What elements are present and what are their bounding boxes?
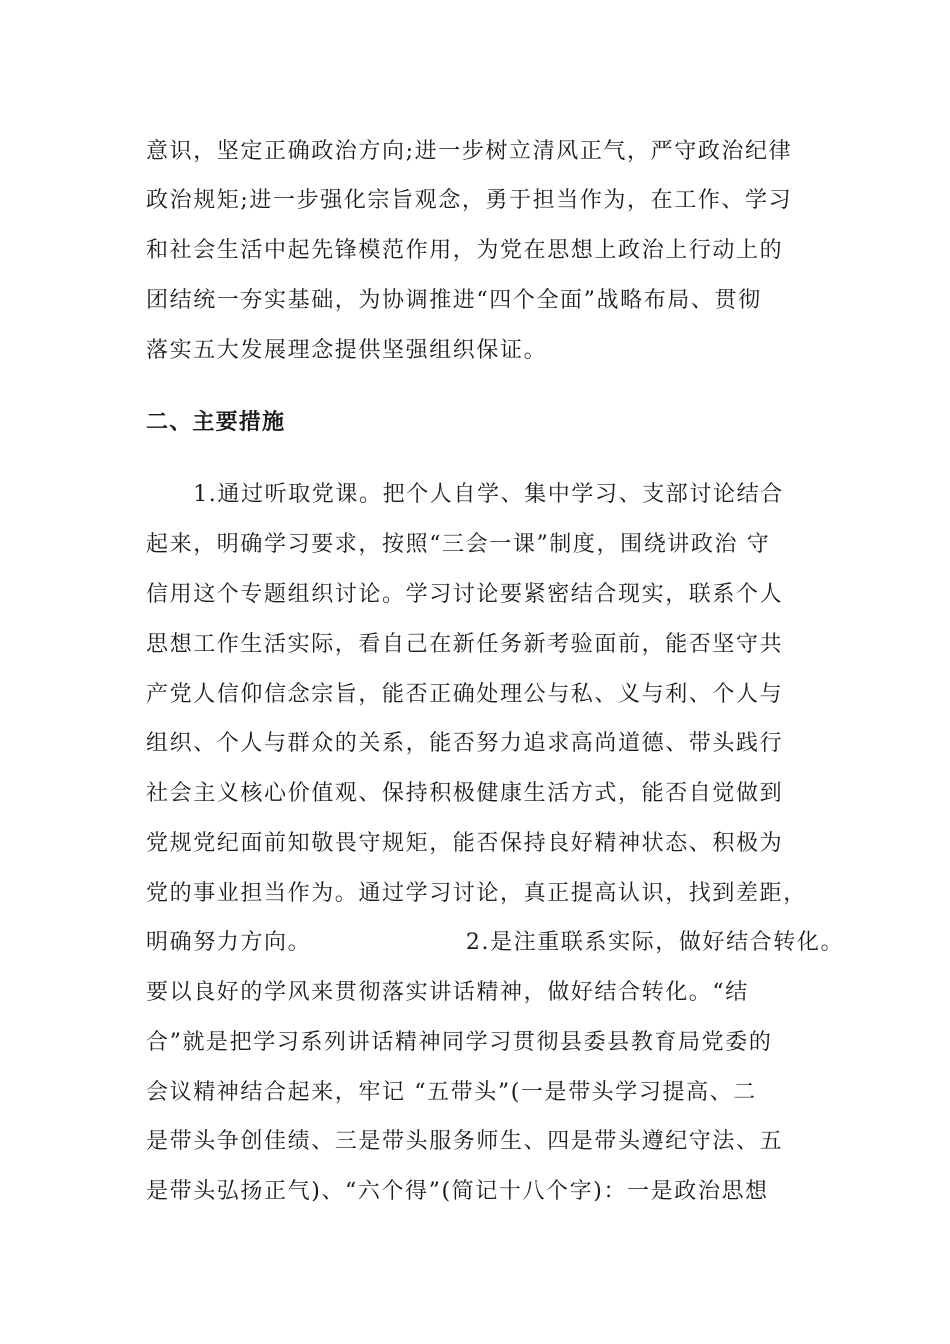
section-heading: 二、主要措施 [146,410,286,435]
body-text-line: 落实五大发展理念提供坚强组织保证。 [146,338,548,363]
body-text-line: 政治规矩;进一步强化宗旨观念，勇于担当作为，在工作、学习 [146,188,793,213]
body-text-line: 和社会生活中起先锋模范作用，为党在思想上政治上行动上的 [146,238,784,263]
body-text-line: 团结统一夯实基础，为协调推进“四个全面”战略布局、贯彻 [146,288,762,313]
body-text-line: 党规党纪面前知敬畏守规矩，能否保持良好精神状态、积极为 [146,831,784,856]
body-text-line: 社会主义核心价值观、保持积极健康生活方式，能否自觉做到 [146,781,784,806]
body-text-line: 要以良好的学风来贯彻落实讲话精神，做好结合转化。“结 [146,980,749,1005]
body-text-line: 是带头弘扬正气)、“六个得”(简记十八个字)：一是政治思想 [146,1179,769,1204]
body-text-line: 信用这个专题组织讨论。学习讨论要紧密结合现实，联系个人 [146,582,784,607]
body-text-line: 产党人信仰信念宗旨，能否正确处理公与私、义与利、个人与 [146,682,784,707]
body-text-line: 组织、个人与群众的关系，能否努力追求高尚道德、带头践行 [146,731,784,756]
body-text-line: 是带头争创佳绩、三是带头服务师生、四是带头遵纪守法、五 [146,1129,784,1154]
body-text-line: 明确努力方向。 2.是注重联系实际，做好结合转化。 [146,930,845,955]
body-text-line: 党的事业担当作为。通过学习讨论，真正提高认识，找到差距， [146,881,807,906]
body-text-line: 1.通过听取党课。把个人自学、集中学习、支部讨论结合 [146,482,784,507]
body-text-line: 起来，明确学习要求，按照“三会一课”制度，围绕讲政治 守 [146,532,771,557]
body-text-line: 会议精神结合起来，牢记 “五带头”(一是带头学习提高、二 [146,1080,757,1105]
body-text-line: 思想工作生活实际，看自己在新任务新考验面前，能否坚守共 [146,632,784,657]
body-text-line: 合”就是把学习系列讲话精神同学习贯彻县委县教育局党委的 [146,1030,773,1055]
body-text-line: 意识，坚定正确政治方向;进一步树立清风正气，严守政治纪律 [146,139,793,164]
